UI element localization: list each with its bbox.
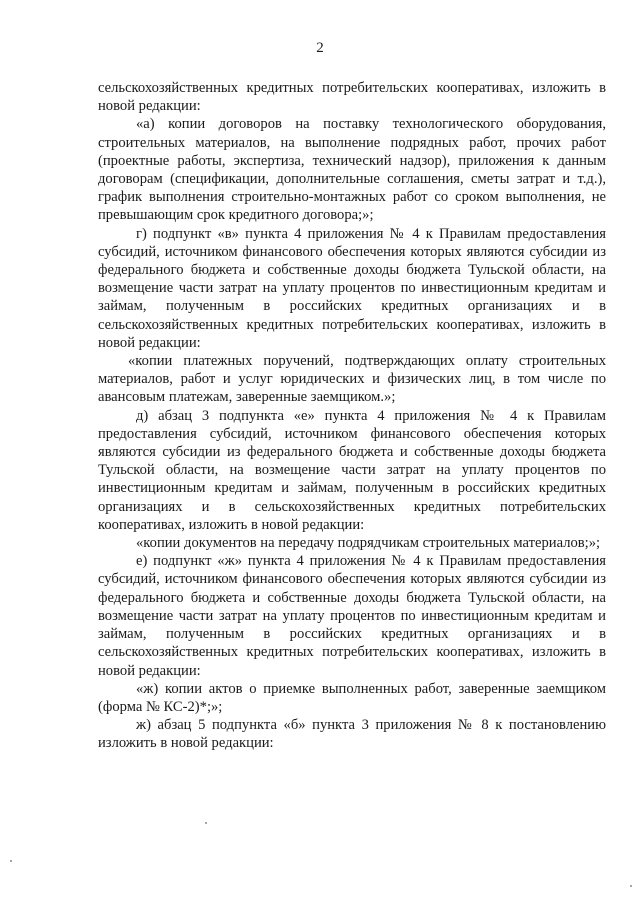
- document-body: [98, 79, 606, 753]
- paragraph-item-e: е) подпункт «ж» пункта 4 приложения № 4 к Правилам предоставления субсидий, источником финансового обеспечения которых являются субсидии из федерального бюджета и собственные доходы бюджета Тульской области, на возмещение части затрат на уплату процентов по инвестиционным кредитам и займам, полученным в российских кредитных организациях и в сельскохозяйственных кредитных потребительских кооперативах, изложить в новой редакции:: [98, 553, 606, 679]
- scan-speck: [205, 822, 207, 824]
- paragraph-item-g: г) подпункт «в» пункта 4 приложения № 4 к Правилам предоставления субсидий, источником финансового обеспечения которых являются субсидии из федерального бюджета и собственные доходы бюджета Тульской области, на возмещение части затрат на уплату процентов по инвестиционным кредитам и займам, полученным в российских кредитных организациях и в сельскохозяйственных кредитных потребительских кооперативах, изложить в новой редакции:: [98, 225, 606, 351]
- paragraph-item-a-quote: «а) копии договоров на поставку технологического оборудования, строительных материалов, на выполнение подрядных работ, прочих работ (проектные работы, экспертиза, технический надзор), приложения к данным договорам (спецификации, дополнительные соглашения, сметы затрат и т.д.), график выполнения строительно-монтажных работ со сроком выполнения, не превышающим срок кредитного договора;»;: [98, 116, 606, 224]
- paragraph-materials-quote: «копии документов на передачу подрядчикам строительных материалов;»;: [136, 535, 601, 552]
- scan-speck: [10, 860, 12, 862]
- paragraph-item-zh-quote: «ж) копии актов о приемке выполненных работ, заверенные заемщиком (форма № КС-2)*;»;: [98, 680, 606, 715]
- paragraph-continuation: сельскохозяйственных кредитных потребительских кооперативах, изложить в новой редакции:: [98, 80, 606, 115]
- paragraph-item-d: д) абзац 3 подпункта «е» пункта 4 приложения № 4 к Правилам предоставления субсидий, источником финансового обеспечения которых являются субсидии из федерального бюджета и собственные доходы бюджета Тульской области, на возмещение части затрат на уплату процентов по инвестиционным кредитам и займам, полученным в российских кредитных организациях и в сельскохозяйственных кредитных потребительских кооперативах, изложить в новой редакции:: [98, 407, 606, 533]
- page-number: 2: [316, 40, 324, 56]
- paragraph-payment-orders-quote: «копии платежных поручений, подтверждающих оплату строительных материалов, работ и услуг юридических и физических лиц, в том числе по авансовым платежам, заверенные заемщиком.»;: [98, 353, 606, 406]
- paragraph-item-zh: ж) абзац 5 подпункта «б» пункта 3 приложения № 8 к постановлению изложить в новой редакции:: [98, 717, 606, 752]
- scan-speck: [630, 885, 632, 887]
